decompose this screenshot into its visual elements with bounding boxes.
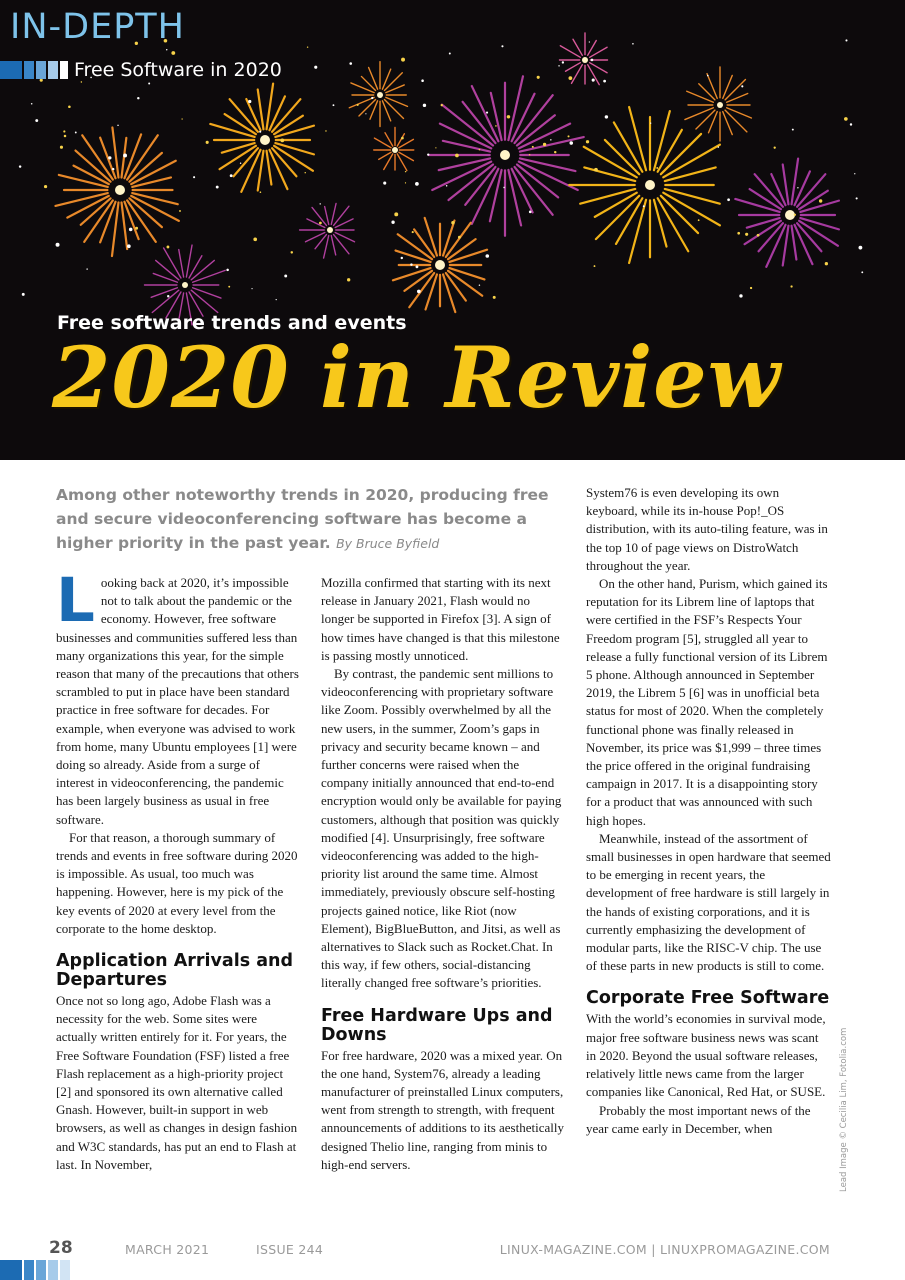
- sparkle: [216, 186, 219, 189]
- sparkle: [737, 232, 740, 235]
- sparkle: [31, 103, 33, 105]
- sparkle: [486, 111, 488, 113]
- accent-square: [60, 1260, 70, 1280]
- firework-ray: [629, 107, 646, 170]
- sparkle: [543, 143, 546, 146]
- firework-core: [377, 92, 383, 98]
- column-3: [586, 484, 831, 1138]
- issue-date: MARCH 2021: [125, 1242, 210, 1257]
- sparkle: [558, 65, 559, 66]
- sparkle: [117, 125, 118, 126]
- firework-ray: [588, 41, 597, 56]
- sparkle: [181, 118, 182, 119]
- sparkle: [537, 76, 540, 79]
- firework-ray: [193, 270, 226, 282]
- firework-ray: [384, 73, 402, 91]
- firework-ray: [685, 108, 713, 120]
- sparkle: [56, 243, 60, 247]
- firework-ray: [696, 110, 715, 129]
- firework-ray: [193, 288, 221, 298]
- sparkle: [319, 222, 322, 225]
- firework-ray: [663, 145, 720, 178]
- sparkle: [240, 163, 241, 164]
- sparkle: [307, 46, 308, 47]
- firework-ray: [439, 158, 490, 170]
- sparkle: [854, 173, 855, 174]
- firework-ray: [596, 196, 639, 239]
- sparkle: [741, 85, 743, 87]
- sparkle: [435, 147, 436, 148]
- paragraph: For free hardware, 2020 was a mixed year. On the one hand, System76, already a leading manufacturer of preinstalled Linux computers, went from strength to strength, with frequent announcements of additions to its aesthetically designed Thelio line, ranging from minis to high-end servers.: [321, 1047, 564, 1172]
- firework-ray: [384, 99, 403, 118]
- firework-core: [785, 210, 795, 220]
- paragraph: Mozilla confirmed that starting with its next release in January 2021, Flash would no longer be supported in Firefox [3]. A sign of how times have changed is that this milestone is passing mostly unnoticed.: [321, 575, 560, 663]
- sparkle: [291, 251, 293, 253]
- firework-ray: [351, 83, 374, 93]
- sparkle: [166, 49, 167, 50]
- sparkle: [22, 293, 25, 296]
- page-number: 28: [49, 1238, 73, 1258]
- sparkle: [493, 296, 496, 299]
- firework-ray: [443, 274, 455, 312]
- subheading: Free Hardware Ups and Downs: [321, 1005, 553, 1045]
- sparkle: [314, 66, 317, 69]
- sparkle: [230, 174, 233, 177]
- sparkle: [75, 132, 77, 134]
- sparkle: [501, 45, 503, 47]
- sparkle: [757, 234, 760, 237]
- accent-square: [0, 61, 22, 79]
- sparkle: [347, 278, 350, 281]
- sparkle: [529, 154, 530, 155]
- firework-ray: [275, 126, 314, 137]
- sparkle: [632, 43, 634, 45]
- sparkle: [844, 117, 848, 121]
- sparkle: [86, 268, 87, 269]
- sparkle: [797, 187, 798, 188]
- firework-ray: [727, 108, 752, 118]
- drop-cap: L: [56, 565, 95, 636]
- sparkle: [656, 167, 658, 169]
- paragraph: System76 is even developing its own keyboard, while its in-house Pop!_OS distribution, with its auto-tiling feature, was in the top 10 of page views on DistroWatch throughout the year.: [586, 485, 828, 573]
- firework-ray: [449, 268, 484, 279]
- firework-ray: [379, 152, 391, 159]
- firework-ray: [629, 200, 646, 263]
- firework-ray: [508, 170, 521, 226]
- sparkle: [594, 168, 598, 172]
- sparkle: [135, 227, 138, 230]
- paragraph: [56, 565, 301, 829]
- firework-ray: [443, 221, 454, 256]
- sparkle: [554, 151, 556, 153]
- sparkle: [589, 41, 590, 42]
- page-footer: [0, 1236, 905, 1266]
- sparkle: [280, 139, 284, 143]
- firework-ray: [491, 93, 502, 140]
- sparkle: [707, 75, 709, 77]
- sparkle: [458, 236, 461, 239]
- sparkle: [417, 290, 421, 294]
- sparkle: [64, 135, 67, 138]
- firework-ray: [331, 203, 336, 224]
- firework-ray: [222, 143, 255, 153]
- sparkle: [562, 61, 564, 63]
- firework-ray: [324, 236, 329, 258]
- image-credit: Lead Image © Cecilia Lim, Fotolia.com: [839, 1027, 849, 1192]
- firework-core: [645, 180, 655, 190]
- firework-ray: [580, 189, 635, 204]
- sparkle: [193, 176, 195, 178]
- firework-ray: [396, 251, 431, 262]
- sparkle: [260, 191, 262, 193]
- sparkle: [495, 125, 497, 127]
- paragraph: On the other hand, Purism, which gained its reputation for its Librem line of laptops that were certified in the FSF’s Respects Your Freedom program [5], struggled all year to release a fully functional version of its Librem 5 phone. Although announced in September 2019, the Librem 5 [6] was in unofficial beta status for most of 2020. When the completely functional phone was finally released in November, its price was $1,999 – three times the price offered in the original fundraising campaign in 2017. It is a disappointing story for a product that was announced with such high hopes.: [586, 576, 828, 828]
- sparkle: [569, 141, 573, 145]
- firework-ray: [179, 250, 184, 277]
- sparkle: [856, 197, 858, 199]
- subsection-bar: [0, 58, 282, 82]
- sparkle: [167, 295, 169, 297]
- sparkle: [794, 214, 796, 216]
- sparkle: [790, 285, 792, 287]
- firework-ray: [665, 189, 720, 204]
- sparkle: [421, 79, 424, 82]
- sparkle: [68, 105, 71, 108]
- firework-ray: [267, 151, 272, 185]
- sparkle: [479, 149, 481, 151]
- accent-square: [48, 1260, 58, 1280]
- sparkle: [171, 51, 175, 55]
- sparkle: [129, 228, 133, 232]
- firework-ray: [654, 111, 670, 170]
- firework-ray: [792, 226, 797, 260]
- firework-core: [327, 227, 333, 233]
- sparkle: [861, 271, 863, 273]
- sparkle: [284, 275, 287, 278]
- firework-ray: [393, 268, 431, 280]
- firework-ray: [397, 134, 404, 146]
- firework-ray: [663, 193, 720, 226]
- accent-square: [60, 61, 68, 79]
- accent-square: [0, 1260, 22, 1280]
- sparkle: [427, 153, 429, 155]
- sparkle: [750, 287, 752, 289]
- paragraph: For that reason, a thorough summary of trends and events in free software during 2020 is impossible. As usual, too much was happening. However, here is my pick of the key events of 2020 at every level from the corporate to the home desktop.: [56, 829, 298, 936]
- sparkle: [259, 131, 261, 133]
- sparkle: [167, 246, 170, 249]
- sparkle: [592, 79, 595, 82]
- footer-accent-bar: [0, 1260, 72, 1280]
- firework-ray: [151, 288, 177, 298]
- sparkle: [112, 168, 114, 170]
- firework-ray: [442, 105, 493, 146]
- sparkle: [486, 254, 490, 258]
- sparkle: [745, 233, 748, 236]
- firework-ray: [132, 177, 171, 187]
- sparkle: [727, 198, 730, 201]
- sparkle: [405, 182, 406, 183]
- sparkle: [226, 269, 229, 272]
- sparkle: [44, 185, 47, 188]
- paragraph-text: ooking back at 2020, it’s impossible not to talk about the pandemic or the economy. However, free software businesses and communities suffered less than many organizations this year, for the simple reason that many of the precautions that others scrambled to put in place have been standard practice in free software for decades. For example, when everyone was advised to work from home, many Ubuntu employees [1] were doing so already. Aside from a surge of interest in videoconferencing, the pandemic has been largely business as usual in free software.: [56, 575, 299, 827]
- sparkle: [416, 265, 419, 268]
- firework-ray: [725, 80, 745, 100]
- sparkle: [365, 113, 366, 114]
- sparkle: [739, 294, 742, 297]
- byline: By Bruce Byfield: [336, 536, 440, 551]
- firework-ray: [584, 147, 637, 178]
- issue-number: ISSUE 244: [256, 1242, 324, 1257]
- firework-ray: [584, 167, 635, 181]
- sparkle: [859, 246, 863, 250]
- sparkle: [532, 146, 534, 148]
- sparkle: [792, 129, 794, 131]
- sparkle: [305, 172, 306, 173]
- sparkle: [248, 100, 251, 103]
- sparkle: [415, 182, 419, 186]
- sparkle: [507, 115, 510, 118]
- firework-ray: [566, 63, 581, 72]
- sparkle: [774, 147, 776, 149]
- firework-ray: [735, 199, 779, 212]
- sparkle: [319, 203, 320, 204]
- sparkle: [371, 97, 373, 99]
- article-title: 2020 in Review: [52, 328, 781, 427]
- paragraph: Meanwhile, instead of the assortment of small businesses in open hardware that seemed to be emerging in recent years, the development of free hardware is still largely in the hands of existing corporations, and it is currently emphasizing the development of modular parts, like the RISC-V chip. The use of these parts in new products is still to come.: [586, 830, 831, 974]
- sparkle: [401, 137, 404, 140]
- sparkle: [650, 123, 651, 124]
- sparkle: [441, 104, 443, 106]
- sparkle: [449, 53, 451, 55]
- sparkle: [643, 205, 645, 207]
- sparkle: [698, 219, 700, 221]
- sparkle: [591, 59, 594, 62]
- sparkle: [603, 80, 606, 83]
- accent-square: [24, 1260, 34, 1280]
- accent-square: [48, 61, 58, 79]
- firework-core: [582, 57, 588, 63]
- sparkle: [529, 211, 532, 214]
- sparkle: [412, 231, 414, 233]
- sparkle: [206, 141, 209, 144]
- sparkle: [503, 187, 505, 189]
- sparkle: [594, 265, 596, 267]
- firework-ray: [331, 236, 335, 255]
- accent-square: [36, 1260, 46, 1280]
- sparkle: [349, 62, 352, 65]
- sparkle: [123, 154, 127, 158]
- firework-core: [260, 135, 270, 145]
- sparkle: [401, 58, 405, 62]
- deck-text: Among other noteworthy trends in 2020, producing free and secure videoconferencing software has become a higher priority in the past year.: [56, 486, 549, 552]
- firework-ray: [490, 170, 502, 221]
- column-2: [321, 574, 566, 1174]
- accent-square: [24, 61, 34, 79]
- subheading: Application Arrivals and Departures: [56, 951, 294, 991]
- sparkle: [405, 171, 406, 172]
- firework-ray: [687, 91, 714, 102]
- firework-ray: [191, 260, 214, 279]
- sparkle: [845, 39, 847, 41]
- firework-ray: [654, 200, 667, 247]
- accent-square: [36, 61, 46, 79]
- firework-ray: [800, 218, 839, 229]
- column-1: [56, 565, 301, 1174]
- sparkle: [60, 146, 63, 149]
- sparkle: [253, 238, 257, 242]
- sparkle: [148, 83, 150, 85]
- sparkle: [35, 119, 38, 122]
- firework-ray: [425, 218, 437, 256]
- firework-ray: [707, 74, 717, 99]
- sparkle: [455, 154, 459, 158]
- sparkle: [819, 199, 822, 202]
- section-label: IN-DEPTH: [10, 7, 186, 47]
- sparkle: [568, 76, 572, 80]
- firework-ray: [275, 143, 314, 154]
- sparkle: [179, 210, 181, 212]
- sparkle: [401, 257, 403, 259]
- firework-core: [392, 147, 398, 153]
- sparkle: [423, 104, 426, 107]
- firework-ray: [186, 245, 192, 277]
- firework-ray: [349, 97, 374, 107]
- article-deck: [56, 483, 566, 556]
- firework-ray: [210, 124, 254, 137]
- sparkle: [451, 221, 454, 224]
- paragraph: By contrast, the pandemic sent millions to videoconferencing with proprietary software like Zoom. Possibly overwhelmed by all the new users, in the summer, Zoom’s gaps in privacy and security became known – and further concerns were raised when the company initially announced that end-to-end encryption would only be available for paying customers, although that position was quickly modified [4]. Unsurprisingly, free software videoconferencing was added to the high-priority list around the same time. Almost immediately, previously obscure self-hosting projects gained notice, like Riot (now Element), BigBlueButton, and Jitsi, as well as alternatives to Slack such as Rocket.Chat. In this way, if few others, social-distancing literally changed free software’s priorities.: [321, 666, 562, 991]
- sparkle: [850, 123, 852, 125]
- sparkle: [383, 182, 386, 185]
- sparkle: [394, 212, 398, 216]
- firework-ray: [658, 198, 689, 251]
- firework-ray: [665, 167, 716, 181]
- firework-ray: [189, 256, 202, 278]
- hero-banner: [0, 0, 905, 460]
- firework-ray: [725, 110, 747, 132]
- sparkle: [718, 146, 719, 147]
- firework-ray: [132, 193, 178, 204]
- sparkle: [550, 139, 551, 140]
- sparkle: [228, 286, 230, 288]
- sparkle: [568, 135, 570, 137]
- sparkle: [137, 97, 139, 99]
- paragraph: Once not so long ago, Adobe Flash was a necessity for the web. Some sites were actually written entirely for it. For years, the Free Software Foundation (FSF) listed a free Flash replacement as a high-priority project [2] and sponsored its own alternative called Gnash. However, built-in support in web browsers, as well as changes in design fashion and W3C standards, has put an end to Flash at last. In November,: [56, 993, 298, 1172]
- firework-core: [717, 102, 723, 108]
- sparkle: [586, 140, 589, 143]
- firework-ray: [573, 39, 582, 55]
- subsection-title: Free Software in 2020: [74, 58, 282, 81]
- sparkle: [357, 104, 359, 106]
- sparkle: [325, 130, 326, 131]
- sparkle: [605, 115, 608, 118]
- firework-ray: [449, 250, 487, 262]
- sparkle: [108, 156, 111, 159]
- sparkle: [127, 244, 131, 248]
- firework-ray: [325, 207, 329, 225]
- sparkle: [391, 221, 394, 224]
- firework-ray: [122, 138, 127, 178]
- firework-core: [435, 260, 445, 270]
- firework-ray: [443, 141, 490, 152]
- sparkle: [63, 130, 65, 132]
- firework-ray: [156, 260, 179, 279]
- sparkle: [479, 284, 480, 285]
- kicker: Free software trends and events: [57, 312, 407, 334]
- firework-ray: [747, 218, 780, 228]
- paragraph: Probably the most important news of the year came early in December, when: [586, 1102, 811, 1136]
- firework-ray: [426, 274, 437, 309]
- sparkle: [410, 263, 412, 265]
- sparkle: [251, 288, 252, 289]
- paragraph: With the world’s economies in survival mode, major free software business news was scant in 2020. Beyond the usual software releases, relatively little news came from the larger companies like Canonical, Red Hat, or SUSE.: [586, 1011, 826, 1100]
- magazine-websites: LINUX-MAGAZINE.COM | LINUXPROMAGAZINE.COM: [499, 1242, 830, 1257]
- sparkle: [333, 104, 335, 106]
- firework-core: [182, 282, 188, 288]
- sparkle: [825, 262, 828, 265]
- sparkle: [19, 165, 21, 167]
- firework-ray: [520, 158, 576, 171]
- firework-core: [115, 185, 125, 195]
- firework-core: [500, 150, 510, 160]
- subheading: Corporate Free Software: [586, 988, 830, 1009]
- sparkle: [446, 185, 448, 187]
- sparkle: [276, 299, 277, 300]
